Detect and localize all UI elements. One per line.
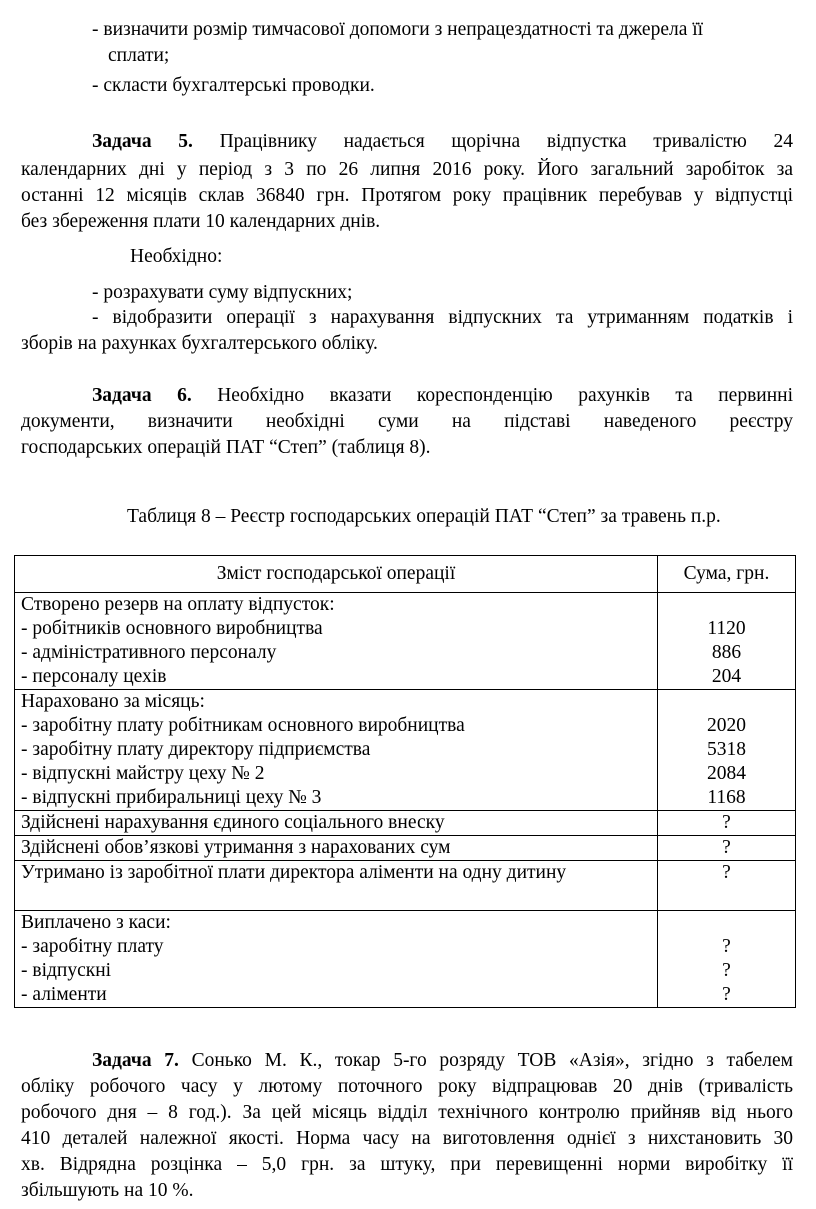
table-row xyxy=(15,593,796,690)
table-header-row xyxy=(15,556,796,593)
task6-line: господарських операцій ПАТ “Степ” (таблиця 8). xyxy=(21,437,431,458)
amount-value: 2084 xyxy=(707,763,746,784)
task6-first-line xyxy=(92,384,793,408)
operations-register-table xyxy=(14,555,796,1008)
table-caption: Таблиця 8 – Реєстр господарських операцій ПАТ “Степ” за травень п.р. xyxy=(127,506,721,527)
task6-heading: Задача 6. xyxy=(92,385,192,406)
table-row xyxy=(15,836,796,861)
task7-heading: Задача 7. xyxy=(92,1050,179,1071)
task5-item: - відобразити операції з нарахування відпускних та утриманням податків і xyxy=(92,307,793,328)
amount-value: 5318 xyxy=(707,739,746,760)
group-item: - заробітну плату робітникам основного виробництва xyxy=(21,715,465,736)
list-item-continuation: сплати; xyxy=(108,45,170,66)
task6-text: Необхідно вказати кореспонденцію рахунків та первинні xyxy=(217,385,794,406)
operation-cell: Здійснені нарахування єдиного соціального внеску xyxy=(15,811,658,836)
group-item: - адміністративного персоналу xyxy=(21,642,277,663)
amount-value: ? xyxy=(722,984,731,1005)
amount-cell xyxy=(658,911,796,1008)
task5-item-continuation: зборів на рахунках бухгалтерського обліку. xyxy=(21,333,378,354)
amount-value: 2020 xyxy=(707,715,746,736)
table-row xyxy=(15,690,796,811)
amount-value: 1168 xyxy=(707,787,746,808)
table-row xyxy=(15,911,796,1008)
operation-cell xyxy=(15,593,658,690)
amount-value: ? xyxy=(722,960,731,981)
group-item: - заробітну плату xyxy=(21,936,164,957)
amount-cell: ? xyxy=(658,836,796,861)
column-header-amount: Сума, грн. xyxy=(658,556,796,593)
group-item: - відпускні прибиральниці цеху № 3 xyxy=(21,787,322,808)
task7-line: 410 деталей належної якості. Норма часу на виготовлення однієї з нихстановить 30 xyxy=(21,1128,793,1149)
operation-cell: Здійснені обов’язкові утримання з нарахованих сум xyxy=(15,836,658,861)
group-item: - відпускні xyxy=(21,960,112,981)
task7-first-line xyxy=(92,1049,793,1073)
amount-cell: ? xyxy=(658,861,796,911)
task7-text: Сонько М. К., токар 5-го розряду ТОВ «Азія», згідно з табелем xyxy=(191,1050,794,1071)
amount-value: 1120 xyxy=(707,618,746,639)
table-row xyxy=(15,861,796,911)
amount-value: 886 xyxy=(711,642,742,663)
task5-line: останні 12 місяців склав 36840 грн. Протягом року працівник перебував у відпустці xyxy=(21,185,793,206)
task5-first-line xyxy=(92,130,793,154)
group-item: - аліменти xyxy=(21,984,107,1005)
task6-line: документи, визначити необхідні суми на підставі наведеного реєстру xyxy=(21,411,793,432)
list-item: - скласти бухгалтерські проводки. xyxy=(92,75,375,96)
column-header-operation: Зміст господарської операції xyxy=(15,556,658,593)
task5-line: календарних дні у період з 3 по 26 липня 2016 року. Його загальний заробіток за xyxy=(21,159,793,180)
table-row xyxy=(15,811,796,836)
task7-line: обліку робочого часу у лютому поточного року відпрацював 20 днів (тривалість xyxy=(21,1076,793,1097)
group-title: Виплачено з каси: xyxy=(21,912,171,933)
operation-cell: Утримано із заробітної плати директора аліменти на одну дитину xyxy=(15,861,658,911)
task5-line: без збереження плати 10 календарних днів. xyxy=(21,211,381,232)
amount-cell: ? xyxy=(658,811,796,836)
task5-heading: Задача 5. xyxy=(92,131,193,152)
group-title: Нараховано за місяць: xyxy=(21,691,205,712)
amount-cell xyxy=(658,593,796,690)
operation-cell xyxy=(15,911,658,1008)
amount-cell xyxy=(658,690,796,811)
group-item: - відпускні майстру цеху № 2 xyxy=(21,763,265,784)
task7-line: хв. Відрядна розцінка – 5,0 грн. за штуку, при перевищенні норми виробітку її xyxy=(21,1154,793,1175)
list-item: - визначити розмір тимчасової допомоги з непрацездатності та джерела її xyxy=(92,19,704,40)
task5-need: Необхідно: xyxy=(130,246,223,267)
task5-text: Працівнику надається щорічна відпустка тривалістю 24 xyxy=(219,131,794,152)
group-title: Створено резерв на оплату відпусток: xyxy=(21,594,335,615)
amount-value: 204 xyxy=(711,666,742,687)
group-item: - персоналу цехів xyxy=(21,666,167,687)
group-item: - заробітну плату директору підприємства xyxy=(21,739,371,760)
task7-line: збільшують на 10 %. xyxy=(21,1180,194,1201)
task5-item: - розрахувати суму відпускних; xyxy=(92,282,353,303)
operation-cell xyxy=(15,690,658,811)
amount-value: ? xyxy=(722,936,731,957)
group-item: - робітників основного виробництва xyxy=(21,618,323,639)
task7-line: робочого дня – 8 год.). За цей місяць відділ технічного контролю прийняв від нього xyxy=(21,1102,793,1123)
